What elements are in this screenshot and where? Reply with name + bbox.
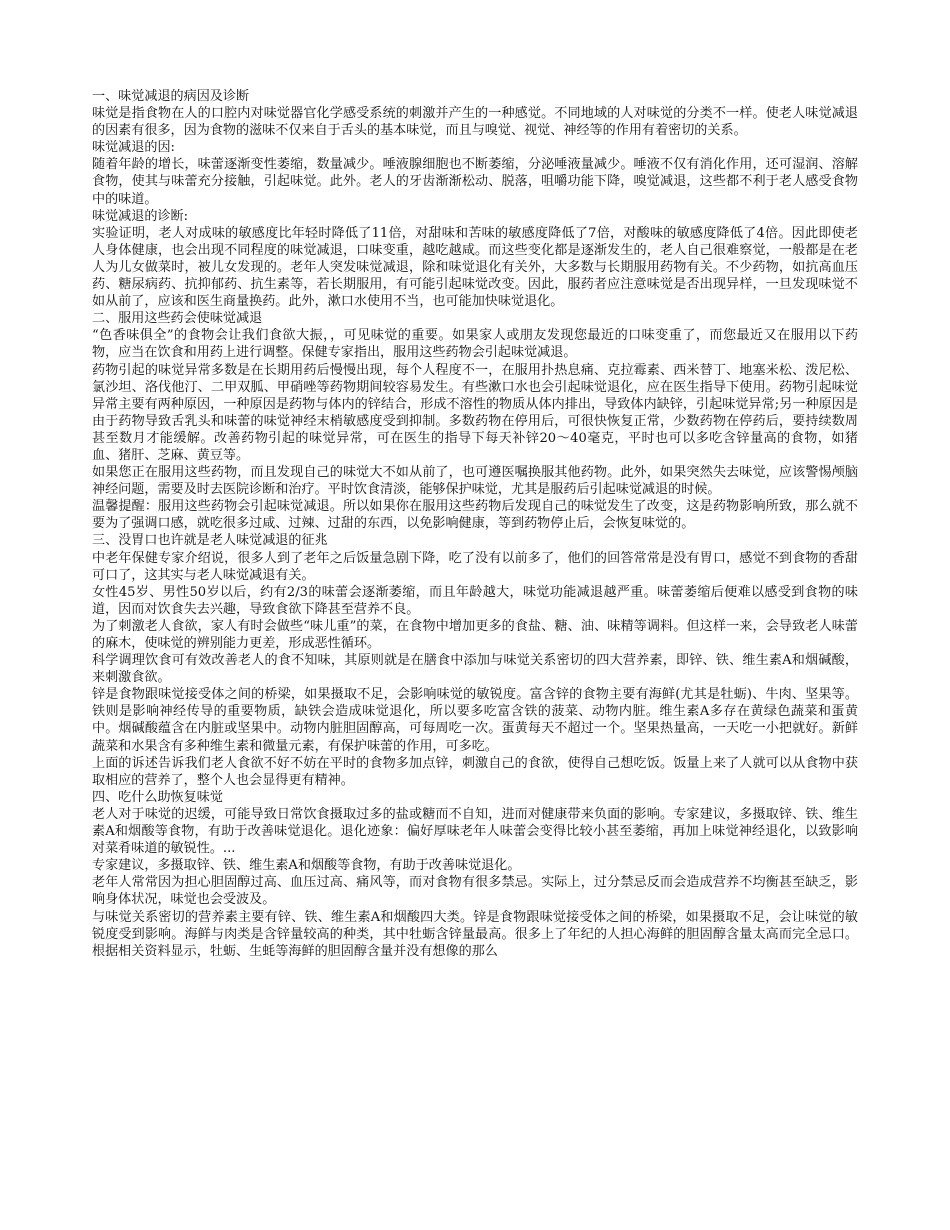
paragraph: 随着年龄的增长，味蕾逐渐变性萎缩，数量减少。唾液腺细胞也不断萎缩，分泌唾液量减少。唾液不仅有消化作用，还可湿润、溶解食物，使其与味蕾充分接触，引起味觉。此外。老人的牙齿渐渐松动、脱落，咀嚼功能下降，嗅觉减退，这些都不利于老人感受食物中的味道。 [92,157,858,207]
paragraph: 药物引起的味觉异常多数是在长期用药后慢慢出现，每个人程度不一，在服用扑热息痛、克拉霉素、西米替丁、地塞米松、泼尼松、氯沙坦、洛伐他汀、二甲双胍、甲硝唑等药物期间较容易发生。有些漱口水也会引起味觉退化，应在医生指导下使用。药物引起味觉异常主要有两种原因，一种原因是药物与体内的锌结合，形成不溶性的物质从体内排出，导致体内缺锌，引起味觉异常;另一种原因是由于药物导致舌乳头和味蕾的味觉神经末梢敏感度受到抑制。多数药物在停用后，可很快恢复正常，少数药物在停药后，要持续数周甚至数月才能缓解。改善药物引起的味觉异常，可在医生的指导下每天补锌20～40毫克，平时也可以多吃含锌量高的食物，如猪血、猪肝、芝麻、黄豆等。 [92,362,858,463]
paragraph: 中老年保健专家介绍说，很多人到了老年之后饭量急剧下降，吃了没有以前多了，他们的回答常常是没有胃口，感觉不到食物的香甜可口了，这其实与老人味觉减退有关。 [92,550,858,583]
paragraph: 味觉是指食物在人的口腔内对味觉器官化学感受系统的刺激并产生的一种感觉。不同地域的人对味觉的分类不一样。使老人味觉减退的因素有很多，因为食物的滋味不仅来自于舌头的基本味觉，而且与嗅觉、视觉、神经等的作用有着密切的关系。 [92,106,858,139]
paragraph: “色香味俱全”的食物会让我们食欲大振，，可见味觉的重要。如果家人或朋友发现您最近的口味变重了，而您最近又在服用以下药物，应当在饮食和用药上进行调整。保健专家指出，服用这些药物会引起味觉减退。 [92,328,858,361]
paragraph: 专家建议，多摄取锌、铁、维生素A和烟酸等食物，有助于改善味觉退化。 [92,858,521,874]
section-heading-2: 二、服用这些药会使味觉减退 [92,311,263,327]
subheading: 味觉减退的因: [92,140,175,156]
paragraph: 锌是食物跟味觉接受体之间的桥梁，如果摄取不足，会影响味觉的敏锐度。富含锌的食物主要有海鲜(尤其是牡蛎)、牛肉、坚果等。铁则是影响神经传导的重要物质，缺铁会造成味觉退化，所以要多吃富含铁的菠菜、动物内脏。维生素A多存在黄绿色蔬菜和蛋黄中。烟碱酸蕴含在内脏或坚果中。动物内脏胆固醇高，可每周吃一次。蛋黄每天不超过一个。坚果热量高，一天吃一小把就好。新鲜蔬菜和水果含有多种维生素和微量元素，有保护味蕾的作用，可多吃。 [92,687,858,754]
paragraph: 如果您正在服用这些药物，而且发现自己的味觉大不如从前了，也可遵医嘱换服其他药物。此外，如果突然失去味觉，应该警惕颅脑神经问题，需要及时去医院诊断和治疗。平时饮食清淡，能够保护味觉，尤其是服药后引起味觉减退的时候。 [92,465,858,498]
paragraph: 老年人常常因为担心胆固醇过高、血压过高、痛风等，而对食物有很多禁忌。实际上，过分禁忌反而会造成营养不均衡甚至缺乏，影响身体状况，味觉也会受波及。 [92,875,858,908]
tip-paragraph: 温馨提醒：服用这些药物会引起味觉减退。所以如果你在服用这些药物后发现自己的味觉发生了改变，这是药物影响所致，那么就不要为了强调口感，就吃很多过咸、过辣、过甜的东西，以免影响健康，等到药物停止后，会恢复味觉的。 [92,499,858,532]
section-heading-3: 三、没胃口也许就是老人味觉减退的征兆 [92,533,328,549]
section-heading-4: 四、吃什么助恢复味觉 [92,789,223,805]
section-heading-1: 一、味觉减退的病因及诊断 [92,89,250,104]
paragraph: 实验证明，老人对成味的敏感度比年轻时降低了11倍，对甜味和苦味的敏感度降低了7倍，对酸味的敏感度降低了4倍。因此即使老人身体健康，也会出现不同程度的味觉减退，口味变重，越吃越咸。而这些变化都是逐渐发生的，老人自己很难察觉，一般都是在老人为儿女做菜时，被儿女发现的。老年人突发味觉减退，除和味觉退化有关外，大多数与长期服用药物有关。不少药物，如抗高血压药、糖尿病药、抗抑郁药、抗生素等，若长期服用，有可能引起味觉改变。因此，服药者应注意味觉是否出现异样，一旦发现味觉不如从前了，应该和医生商量换药。此外，漱口水使用不当，也可能加快味觉退化。 [92,225,858,310]
paragraph: 与味觉关系密切的营养素主要有锌、铁、维生素A和烟酸四大类。锌是食物跟味觉接受体之间的桥梁，如果摄取不足，会让味觉的敏锐度受到影响。海鲜与肉类是含锌量较高的种类，其中牡蛎含锌量最高。很多上了年纪的人担心海鲜的胆固醇含量太高而完全忌口。根据相关资料显示，牡蛎、生蚝等海鲜的胆固醇含量并没有想像的那么 [92,909,858,959]
paragraph: 老人对于味觉的迟缓，可能导致日常饮食摄取过多的盐或糖而不自知，进而对健康带来负面的影响。专家建议，多摄取锌、铁、维生素A和烟酸等食物，有助于改善味觉退化。退化迹象：偏好厚味老年人味蕾会变得比较小甚至萎缩，再加上味觉神经退化，以致影响对菜肴味道的敏锐性。... [92,806,858,857]
paragraph: 上面的诉述告诉我们老人食欲不好不妨在平时的食物多加点锌，刺激自己的食欲，使得自己想吃饭。饭量上来了人就可以从食物中获取相应的营养了，整个人也会显得更有精神。 [92,755,858,788]
paragraph: 女性45岁、男性50岁以后，约有2/3的味蕾会逐渐萎缩，而且年龄越大，味觉功能减退越严重。味蕾萎缩后便难以感受到食物的味道，因而对饮食失去兴趣，导致食欲下降甚至营养不良。 [92,584,858,617]
subheading: 味觉减退的诊断: [92,208,189,224]
paragraph: 科学调理饮食可有效改善老人的食不知味，其原则就是在膳食中添加与味觉关系密切的四大营养素，即锌、铁、维生素A和烟碱酸，来刺激食欲。 [92,653,858,686]
paragraph: 为了刺激老人食欲，家人有时会做些“味儿重”的菜，在食物中增加更多的食盐、糖、油、味精等调料。但这样一来，会导致老人味蕾的麻木，使味觉的辨别能力更差，形成恶性循环。 [92,618,858,651]
